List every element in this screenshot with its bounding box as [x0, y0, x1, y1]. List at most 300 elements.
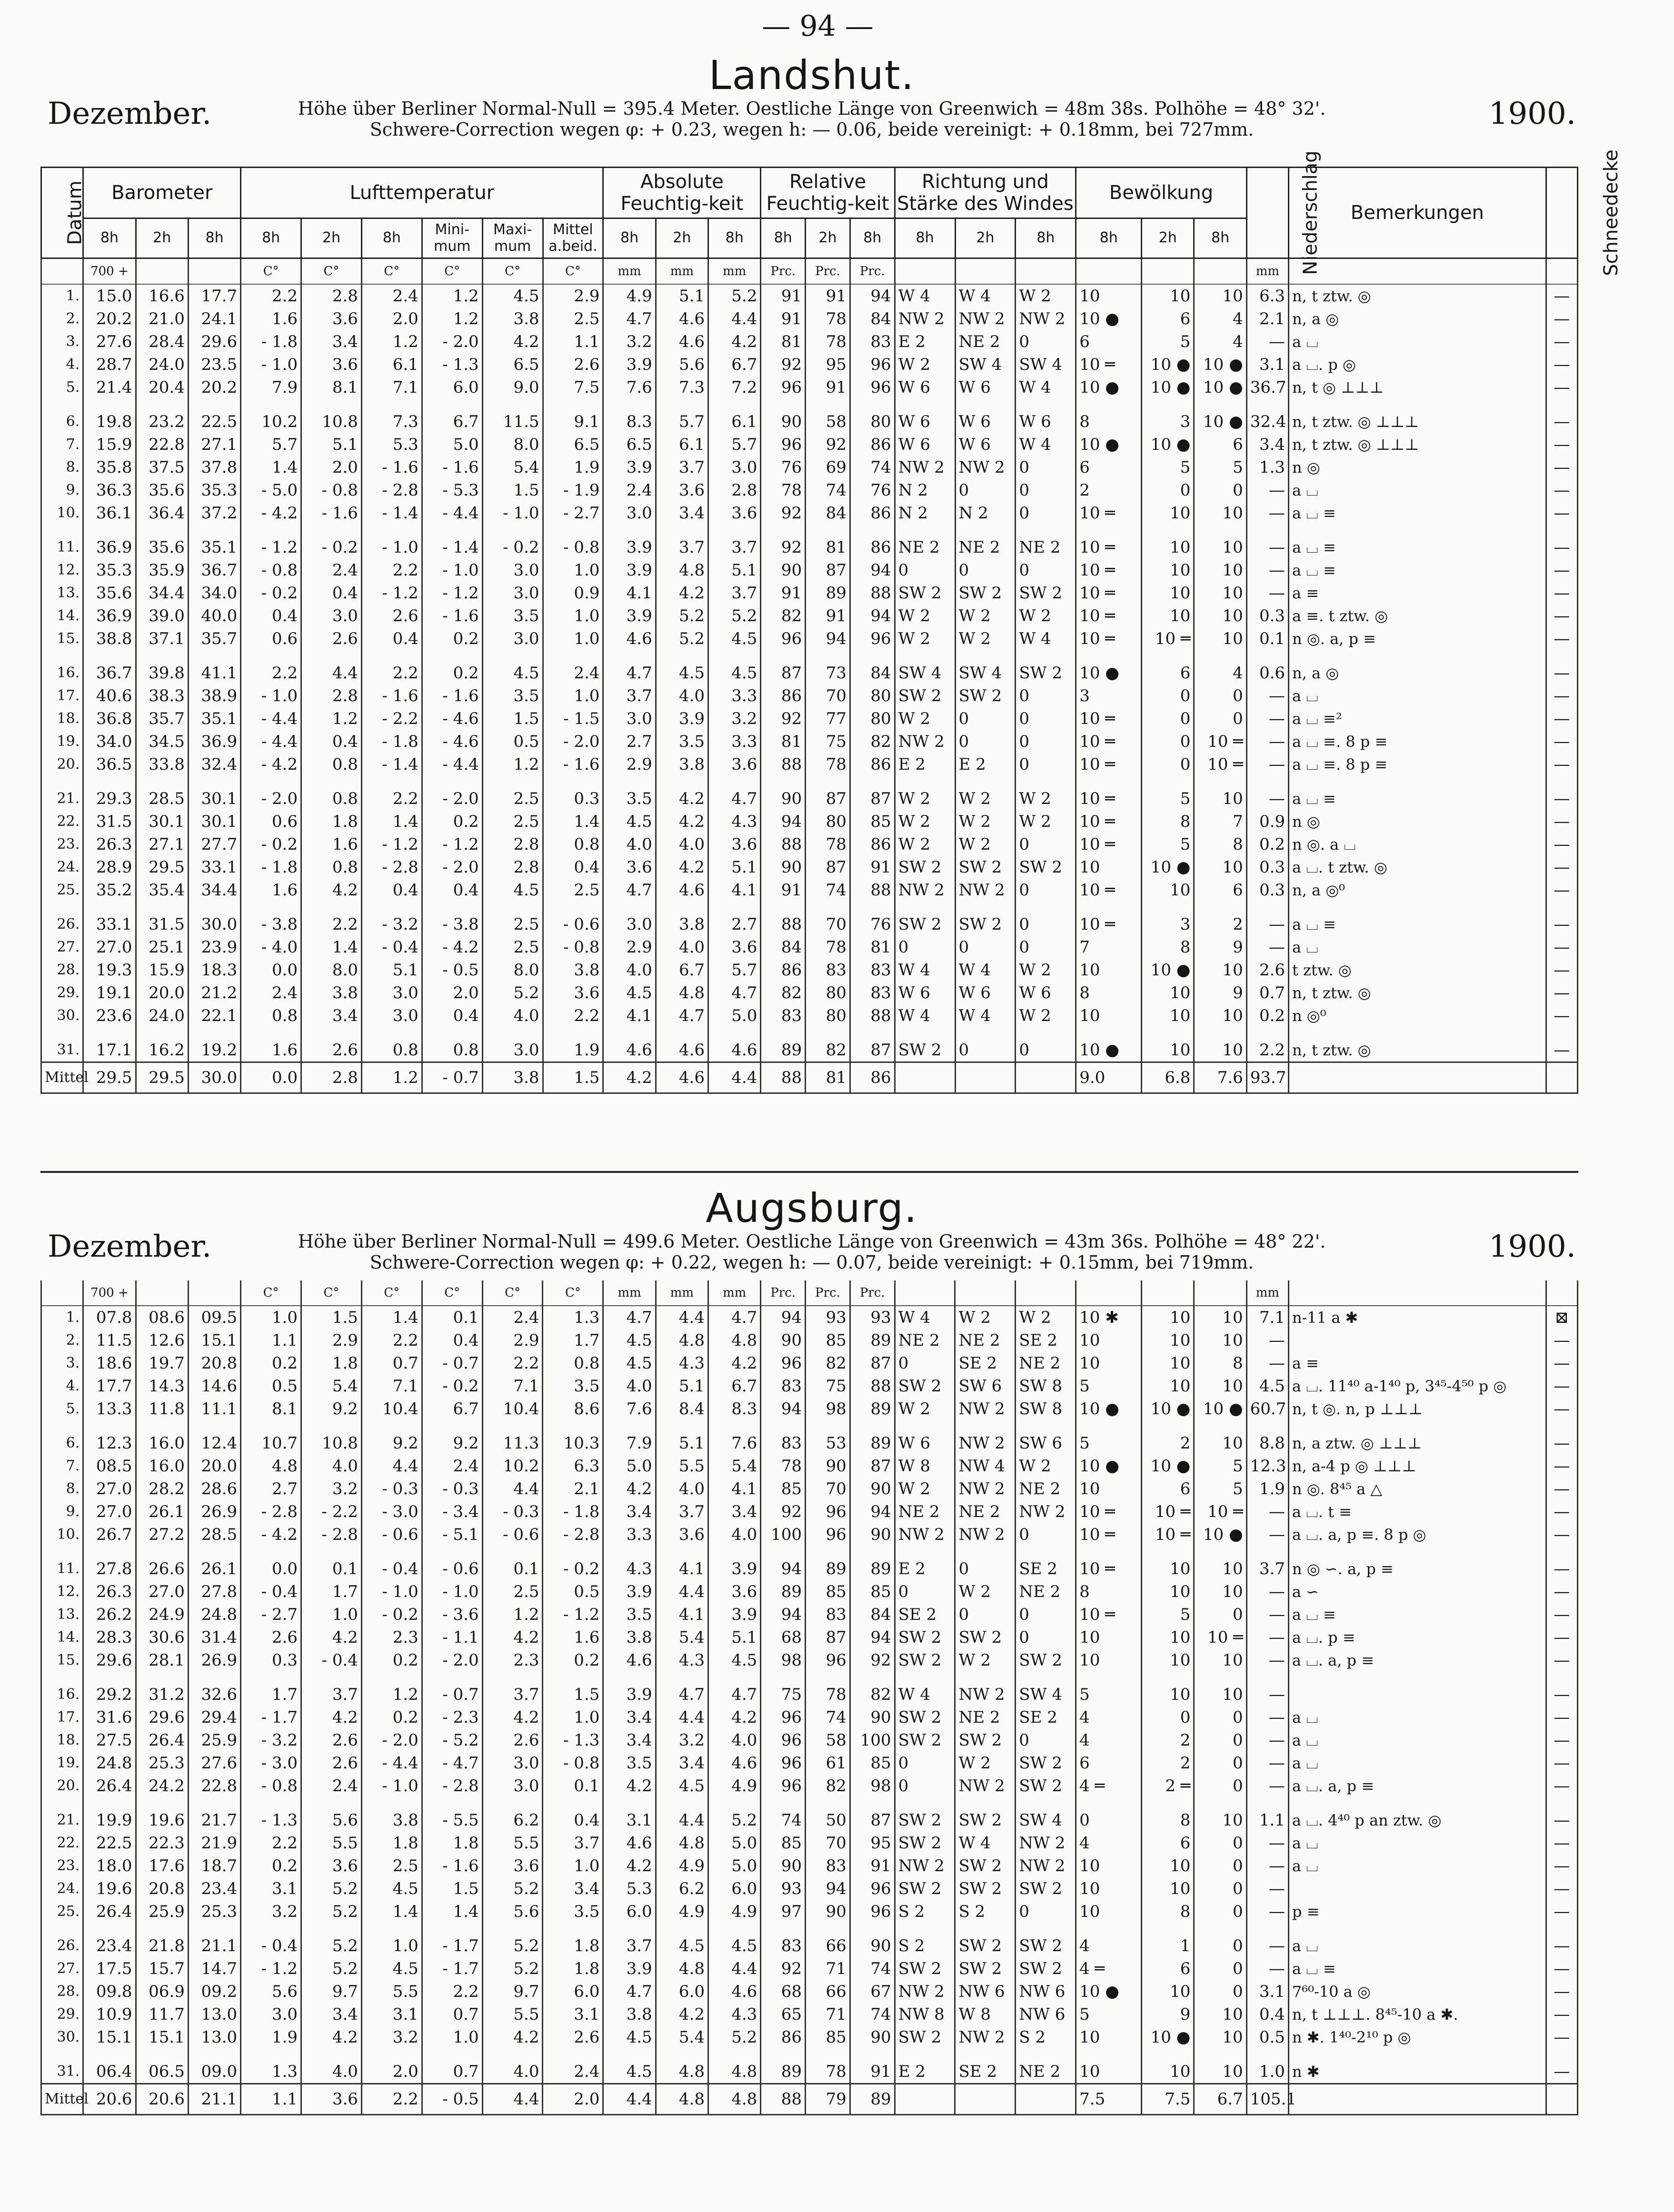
cell-temp-8h-evening: 2.2 [361, 2084, 422, 2115]
cell-rel-hum-8h: 90 [761, 559, 806, 582]
cell-baro-8h: 29.6 [83, 1649, 136, 1672]
cell-baro-8h: 36.5 [83, 753, 136, 776]
cell-cloud-8h: 8 [1076, 410, 1142, 433]
cell-remarks: t ztw. ◎ [1289, 959, 1546, 982]
cell-wind-8h-evening: 0 [1016, 707, 1076, 730]
cell-snow-cover: — [1546, 1855, 1578, 1877]
cell-rel-hum-8h: 83 [761, 1375, 806, 1398]
cell-wind-2h: SW 2 [955, 1855, 1016, 1877]
cell-wind-8h: E 2 [895, 1557, 955, 1580]
cell-abs-hum-8h: 4.7 [603, 662, 656, 684]
cell-cloud-8h: 10 ═ [1076, 730, 1142, 753]
cell-baro-8h: 19.1 [83, 982, 136, 1004]
table-row [41, 1809, 1578, 1832]
cell-remarks [1288, 1683, 1546, 1706]
cell-temp-min: 1.0 [422, 2026, 482, 2049]
cell-temp-8h: 5.7 [241, 433, 301, 456]
cell-cloud-2h: 10 [1142, 879, 1194, 902]
cell-cloud-2h: 0 [1142, 753, 1194, 776]
cell-rel-hum-8h: 68 [761, 1626, 806, 1649]
cell-baro-2h: 24.0 [136, 353, 188, 376]
cell-baro-8h: 35.3 [83, 559, 136, 582]
cell-baro-8h-evening: 27.8 [188, 1580, 240, 1603]
cell-temp-min: 0.1 [422, 1306, 482, 1329]
cell-temp-2h: 5.2 [301, 1900, 362, 1923]
cell-precipitation: 32.4 [1246, 410, 1288, 433]
cell-temp-2h: 2.8 [301, 1062, 362, 1093]
unit-label: C° [543, 258, 603, 285]
cell-baro-2h: 35.7 [136, 707, 188, 730]
cell-wind-8h-evening: SW 2 [1016, 1649, 1076, 1672]
unit-label: C° [543, 1280, 603, 1306]
cell-wind-8h-evening: SW 4 [1016, 1683, 1076, 1706]
table-row [41, 879, 1578, 902]
cell-temp-max: - 1.0 [482, 502, 543, 525]
cell-day: 13. [41, 582, 83, 605]
cell-rel-hum-8h: 74 [761, 1809, 806, 1832]
cell-temp-min: - 4.4 [422, 502, 482, 525]
cell-wind-2h: W 2 [955, 1752, 1016, 1775]
cell-wind-2h: W 4 [955, 1004, 1016, 1027]
cell-wind-2h: SW 2 [955, 582, 1016, 605]
cell-temp-8h: 10.2 [241, 410, 301, 433]
cell-temp-mean: 0.2 [543, 1649, 603, 1672]
table-row [41, 433, 1578, 456]
cell-wind-8h-evening: SW 4 [1016, 353, 1076, 376]
cell-baro-8h-evening: 11.1 [188, 1398, 240, 1420]
cell-temp-min: 0.4 [422, 1329, 482, 1352]
cell-cloud-2h: 7.5 [1142, 2084, 1194, 2115]
cell-rel-hum-8h: 88 [761, 753, 806, 776]
cell-snow-cover: — [1546, 936, 1577, 959]
cell-precipitation: 2.1 [1246, 307, 1288, 330]
cell-wind-8h: NW 2 [895, 730, 955, 753]
cell-temp-max: 2.3 [482, 1649, 543, 1672]
table-row [41, 833, 1578, 856]
cell-cloud-8h: 10 ═ [1076, 536, 1142, 559]
cell-baro-8h: 36.9 [83, 536, 136, 559]
cell-baro-8h-evening: 09.5 [188, 1306, 240, 1329]
cell-remarks: a ⌴ ≡ [1289, 787, 1546, 810]
cell-wind-8h-evening: 0 [1016, 1523, 1076, 1546]
cell-snow-cover: — [1546, 284, 1577, 307]
cell-wind-8h-evening: NE 2 [1016, 536, 1076, 559]
cell-rel-hum-8h: 83 [761, 1432, 806, 1455]
cell-wind-8h [895, 1062, 955, 1093]
cell-cloud-8h-evening: 0 [1194, 1729, 1246, 1752]
unit-label: C° [482, 1280, 543, 1306]
cell-abs-hum-2h: 4.7 [656, 1004, 708, 1027]
cell-cloud-8h-evening: 4 [1194, 307, 1246, 330]
cell-temp-8h: 7.9 [241, 376, 301, 399]
cell-abs-hum-8h-evening: 4.2 [708, 1352, 760, 1375]
cell-cloud-8h: 10 ═ [1076, 1500, 1142, 1523]
cell-temp-max: 0.5 [482, 730, 543, 753]
cell-cloud-2h: 10 [1142, 1580, 1194, 1603]
cell-abs-hum-8h: 3.3 [603, 1523, 656, 1546]
cell-rel-hum-2h: 87 [806, 856, 850, 879]
cell-temp-max: 5.6 [482, 1900, 543, 1923]
cell-temp-mean: 2.0 [543, 2084, 603, 2115]
cell-precipitation: 0.5 [1246, 2026, 1288, 2049]
row-gap [41, 776, 1578, 787]
cell-baro-2h: 15.9 [136, 959, 188, 982]
cell-abs-hum-8h-evening: 3.0 [708, 456, 761, 479]
station-info-line2: Schwere-Correction wegen φ: + 0.23, wegen h: — 0.06, beide vereinigt: + 0.18mm, bei 727mm. [369, 119, 1254, 140]
unit-label [1288, 1280, 1546, 1306]
cell-precipitation: 2.6 [1246, 959, 1288, 982]
sub-8h: 8h [708, 218, 761, 258]
cell-temp-min: - 0.5 [422, 2084, 482, 2115]
cell-wind-2h: SW 2 [955, 1934, 1016, 1957]
cell-cloud-2h: 10 [1142, 284, 1194, 307]
cell-wind-8h-evening: SW 6 [1016, 1432, 1076, 1455]
cell-remarks: n-11 a ✱ [1288, 1306, 1546, 1329]
cell-cloud-2h: 6 [1142, 662, 1194, 684]
unit-label: C° [241, 258, 301, 285]
table-row [41, 456, 1578, 479]
cell-cloud-8h: 10 ═ [1076, 753, 1142, 776]
cell-rel-hum-8h-evening: 89 [850, 1557, 895, 1580]
cell-wind-2h: SE 2 [955, 1352, 1016, 1375]
cell-rel-hum-8h: 91 [761, 284, 806, 307]
cell-temp-8h-evening: - 1.8 [361, 730, 422, 753]
cell-temp-8h: - 0.4 [241, 1934, 301, 1957]
cell-baro-8h-evening: 28.6 [188, 1478, 240, 1500]
cell-rel-hum-2h: 92 [806, 433, 850, 456]
cell-temp-max: 4.2 [482, 1706, 543, 1729]
cell-temp-8h-evening: 0.4 [361, 627, 422, 650]
cell-temp-mean: 1.3 [543, 1306, 603, 1329]
cell-rel-hum-2h: 93 [806, 1306, 850, 1329]
cell-rel-hum-8h: 92 [761, 502, 806, 525]
cell-temp-8h-evening: - 2.8 [361, 856, 422, 879]
cell-wind-2h: W 4 [955, 1832, 1016, 1855]
col-bemerkungen: Bemerkungen [1289, 168, 1546, 258]
cell-temp-max: 5.2 [482, 1934, 543, 1957]
cell-abs-hum-8h-evening: 4.1 [708, 1478, 760, 1500]
row-gap [41, 1672, 1578, 1683]
unit-label: C° [301, 1280, 362, 1306]
cell-snow-cover: — [1546, 879, 1577, 902]
cell-baro-2h: 16.0 [136, 1432, 188, 1455]
cell-temp-8h-evening: 1.4 [361, 1306, 422, 1329]
cell-remarks: n, a-4 p ◎ ⊥⊥⊥ [1288, 1455, 1546, 1478]
cell-cloud-8h: 10 ● [1076, 662, 1142, 684]
cell-snow-cover: — [1546, 2003, 1578, 2026]
cell-cloud-8h: 2 [1076, 479, 1142, 502]
cell-temp-min: 0.2 [422, 662, 482, 684]
cell-temp-mean: 1.9 [543, 456, 603, 479]
cell-wind-8h: 0 [895, 1352, 955, 1375]
cell-precipitation: — [1246, 1957, 1288, 1980]
table-row [41, 1306, 1578, 1329]
cell-abs-hum-8h-evening: 3.6 [708, 753, 761, 776]
cell-baro-2h: 22.3 [136, 1832, 188, 1855]
cell-wind-8h: SW 2 [895, 1626, 955, 1649]
cell-baro-8h-evening: 21.2 [188, 982, 240, 1004]
cell-day: 17. [41, 1706, 83, 1729]
cell-rel-hum-2h: 75 [806, 1375, 850, 1398]
cell-snow-cover: — [1546, 1603, 1578, 1626]
cell-cloud-2h: 2 ═ [1142, 1775, 1194, 1797]
cell-snow-cover: — [1546, 753, 1577, 776]
table-row [41, 2060, 1578, 2084]
cell-temp-8h-evening: 5.5 [361, 1980, 422, 2003]
cell-day: 10. [41, 1523, 83, 1546]
cell-baro-2h: 39.8 [136, 662, 188, 684]
cell-temp-2h: 4.2 [301, 1626, 362, 1649]
cell-precipitation: 1.1 [1246, 1809, 1288, 1832]
table-row [41, 1004, 1578, 1027]
cell-baro-8h: 08.5 [83, 1455, 136, 1478]
cell-temp-2h: 0.8 [301, 753, 362, 776]
cell-baro-2h: 34.4 [136, 582, 188, 605]
cell-remarks: a ⌴. p ◎ [1289, 353, 1546, 376]
cell-temp-mean: 2.5 [543, 879, 603, 902]
cell-wind-2h: SE 2 [955, 2060, 1016, 2084]
cell-snow-cover: — [1546, 1478, 1578, 1500]
cell-cloud-8h: 10 [1076, 2026, 1142, 2049]
cell-temp-2h: 2.6 [301, 1729, 362, 1752]
cell-baro-8h-evening: 15.1 [188, 1329, 240, 1352]
cell-precipitation: — [1246, 936, 1288, 959]
cell-snow-cover: — [1546, 1004, 1577, 1027]
cell-rel-hum-8h: 85 [761, 1832, 806, 1855]
cell-temp-max: 6.2 [482, 1809, 543, 1832]
cell-rel-hum-8h: 86 [761, 2026, 806, 2049]
cell-rel-hum-2h: 80 [806, 1004, 850, 1027]
cell-cloud-2h: 10 [1142, 502, 1194, 525]
unit-label: Prc. [806, 258, 850, 285]
cell-wind-8h-evening: 0 [1016, 479, 1076, 502]
cell-abs-hum-8h: 6.0 [603, 1900, 656, 1923]
table-row [41, 502, 1578, 525]
cell-abs-hum-2h: 7.3 [656, 376, 708, 399]
cell-cloud-2h: 10 ● [1142, 1455, 1194, 1478]
cell-temp-8h-evening: 2.4 [361, 284, 422, 307]
cell-temp-max: 2.8 [482, 856, 543, 879]
cell-remarks: n, t ztw. ◎ [1289, 982, 1546, 1004]
cell-snow-cover: — [1546, 1375, 1578, 1398]
cell-abs-hum-8h: 7.6 [603, 376, 656, 399]
cell-wind-2h: W 6 [955, 982, 1016, 1004]
cell-temp-max: 4.2 [482, 1626, 543, 1649]
cell-abs-hum-2h: 4.0 [656, 936, 708, 959]
cell-cloud-8h: 10 ═ [1076, 627, 1142, 650]
cell-temp-8h: 0.5 [241, 1375, 301, 1398]
cell-wind-8h-evening: 0 [1016, 1900, 1076, 1923]
station-info-line2: Schwere-Correction wegen φ: + 0.22, wegen h: — 0.07, beide vereinigt: + 0.15mm, bei 719mm. [369, 1252, 1254, 1273]
cell-day: 16. [41, 1683, 83, 1706]
cell-wind-2h: W 2 [955, 1306, 1016, 1329]
cell-wind-8h-evening: SE 2 [1016, 1706, 1076, 1729]
cell-remarks: a ⌴ ≡ [1289, 913, 1546, 936]
cell-baro-8h-evening: 23.4 [188, 1877, 240, 1900]
unit-label: mm [1246, 1280, 1288, 1306]
cell-remarks: n, t ◎. n, p ⊥⊥⊥ [1288, 1398, 1546, 1420]
cell-baro-8h-evening: 36.9 [188, 730, 240, 753]
cell-wind-2h: SW 2 [955, 1877, 1016, 1900]
unit-label: mm [656, 1280, 708, 1306]
cell-temp-mean: 3.6 [543, 982, 603, 1004]
cell-temp-mean: 0.4 [543, 1809, 603, 1832]
cell-abs-hum-2h: 4.5 [656, 1934, 708, 1957]
cell-abs-hum-2h: 4.5 [656, 1775, 708, 1797]
unit-label: mm [708, 1280, 760, 1306]
cell-temp-2h: 1.5 [301, 1306, 362, 1329]
cell-remarks: a ⌴ ≡ [1289, 536, 1546, 559]
cell-temp-8h: 5.6 [241, 1980, 301, 2003]
cell-wind-8h-evening: 0 [1016, 502, 1076, 525]
sub-8h: 8h [850, 218, 895, 258]
cell-abs-hum-8h: 3.4 [603, 1706, 656, 1729]
cell-baro-8h: 28.7 [83, 353, 136, 376]
cell-cloud-8h: 10 ═ [1076, 1523, 1142, 1546]
cell-temp-min: - 4.6 [422, 707, 482, 730]
cell-precipitation: 60.7 [1246, 1398, 1288, 1420]
cell-wind-2h: W 6 [955, 410, 1016, 433]
cell-temp-mean: - 0.8 [543, 936, 603, 959]
cell-wind-2h: SW 2 [955, 913, 1016, 936]
cell-abs-hum-8h-evening: 4.9 [708, 1775, 760, 1797]
cell-abs-hum-8h: 3.4 [603, 1729, 656, 1752]
cell-temp-8h-evening: - 1.0 [361, 1580, 422, 1603]
cell-baro-8h: 20.6 [83, 2084, 136, 2115]
table-row [41, 787, 1578, 810]
cell-abs-hum-8h: 4.0 [603, 1375, 656, 1398]
cell-cloud-8h: 10 [1076, 1352, 1142, 1375]
cell-rel-hum-8h-evening: 87 [850, 1352, 895, 1375]
unit-label: mm [603, 258, 656, 285]
cell-temp-max: 3.0 [482, 559, 543, 582]
cell-precipitation: 6.3 [1246, 284, 1288, 307]
cell-rel-hum-2h: 78 [806, 2060, 850, 2084]
cell-cloud-2h: 0 [1142, 707, 1194, 730]
cell-cloud-8h-evening: 0 [1194, 707, 1246, 730]
cell-wind-2h: E 2 [955, 753, 1016, 776]
cell-remarks: n, t ztw. ◎ ⊥⊥⊥ [1289, 433, 1546, 456]
cell-wind-8h: W 2 [895, 353, 955, 376]
cell-temp-2h: 1.6 [301, 833, 362, 856]
cell-wind-8h-evening: 0 [1016, 684, 1076, 707]
cell-baro-8h-evening: 21.1 [188, 1934, 240, 1957]
cell-rel-hum-8h-evening: 91 [850, 856, 895, 879]
cell-baro-2h: 27.1 [136, 833, 188, 856]
cell-cloud-8h: 10 ● [1076, 1455, 1142, 1478]
cell-snow-cover: — [1546, 856, 1577, 879]
cell-rel-hum-8h: 90 [761, 1855, 806, 1877]
cell-cloud-8h: 4 ═ [1076, 1957, 1142, 1980]
cell-temp-8h: 2.2 [241, 662, 301, 684]
cell-baro-2h: 14.3 [136, 1375, 188, 1398]
unit-label [136, 1280, 188, 1306]
cell-baro-8h-evening: 36.7 [188, 559, 240, 582]
cell-baro-2h: 06.5 [136, 2060, 188, 2084]
cell-temp-max: 8.0 [482, 433, 543, 456]
cell-snow-cover: — [1546, 536, 1577, 559]
cell-rel-hum-8h: 91 [761, 582, 806, 605]
cell-precipitation: — [1246, 787, 1288, 810]
cell-baro-2h: 16.6 [136, 284, 188, 307]
cell-rel-hum-2h: 91 [806, 376, 850, 399]
cell-temp-min: - 1.6 [422, 1855, 482, 1877]
cell-temp-2h: 4.4 [301, 662, 362, 684]
cell-rel-hum-2h: 82 [806, 1039, 850, 1062]
cell-rel-hum-8h-evening: 94 [850, 605, 895, 627]
cell-baro-2h: 28.2 [136, 1478, 188, 1500]
row-gap [41, 1923, 1578, 1934]
cell-rel-hum-8h-evening: 87 [850, 1039, 895, 1062]
cell-baro-2h: 22.8 [136, 433, 188, 456]
cell-precipitation: — [1246, 1352, 1288, 1375]
cell-baro-8h: 26.4 [83, 1900, 136, 1923]
cell-temp-max: - 0.2 [482, 536, 543, 559]
cell-day: 15. [41, 627, 83, 650]
cell-rel-hum-8h-evening: 81 [850, 936, 895, 959]
cell-cloud-8h-evening: 10 [1194, 959, 1246, 982]
cell-abs-hum-2h: 3.7 [656, 536, 708, 559]
cell-wind-8h-evening: SW 8 [1016, 1398, 1076, 1420]
cell-cloud-8h: 10 [1076, 856, 1142, 879]
cell-snow-cover: — [1546, 1980, 1578, 2003]
table-row [41, 1957, 1578, 1980]
cell-wind-8h: SW 2 [895, 1832, 955, 1855]
cell-abs-hum-8h: 4.2 [603, 1775, 656, 1797]
cell-temp-8h: - 1.2 [241, 1957, 301, 1980]
cell-precipitation: — [1246, 1900, 1288, 1923]
cell-baro-2h: 31.2 [136, 1683, 188, 1706]
cell-baro-8h-evening: 30.1 [188, 810, 240, 833]
cell-rel-hum-2h: 89 [806, 582, 850, 605]
cell-temp-max: 4.2 [482, 330, 543, 353]
cell-abs-hum-8h: 2.4 [603, 479, 656, 502]
cell-abs-hum-8h-evening: 4.7 [708, 1683, 760, 1706]
cell-cloud-2h: 8 [1142, 1900, 1194, 1923]
cell-abs-hum-2h: 4.0 [656, 833, 708, 856]
cell-temp-2h: 4.2 [301, 2026, 362, 2049]
cell-wind-8h-evening: W 2 [1016, 810, 1076, 833]
cell-baro-2h: 16.2 [136, 1039, 188, 1062]
cell-temp-min: - 1.0 [422, 1580, 482, 1603]
cell-rel-hum-8h-evening: 94 [850, 1500, 895, 1523]
cell-cloud-8h: 9.0 [1076, 1062, 1142, 1093]
cell-cloud-8h-evening: 0 [1194, 1934, 1246, 1957]
cell-abs-hum-8h: 3.9 [603, 536, 656, 559]
cell-rel-hum-8h-evening: 82 [850, 1683, 895, 1706]
cell-temp-min: - 1.4 [422, 536, 482, 559]
cell-baro-2h: 35.9 [136, 559, 188, 582]
cell-temp-8h: 1.7 [241, 1683, 301, 1706]
cell-wind-2h: W 2 [955, 833, 1016, 856]
cell-rel-hum-8h-evening: 88 [850, 1004, 895, 1027]
cell-temp-8h: - 3.8 [241, 913, 301, 936]
cell-wind-2h: W 6 [955, 376, 1016, 399]
cell-cloud-8h-evening: 10 [1194, 1432, 1246, 1455]
cell-cloud-2h: 10 [1142, 1352, 1194, 1375]
cell-temp-8h-evening: 0.8 [361, 1039, 422, 1062]
cell-remarks: n, t ztw. ◎ [1289, 1039, 1546, 1062]
cell-cloud-8h: 10 ● [1076, 1398, 1142, 1420]
cell-cloud-8h-evening: 6 [1194, 879, 1246, 902]
cell-remarks: a ⌴ ≡ [1289, 559, 1546, 582]
table-row [41, 1432, 1578, 1455]
cell-abs-hum-8h: 2.9 [603, 936, 656, 959]
cell-baro-8h: 24.8 [83, 1752, 136, 1775]
cell-temp-2h: 3.4 [301, 330, 362, 353]
cell-temp-mean: 1.7 [543, 1329, 603, 1352]
cell-cloud-8h: 10 ═ [1076, 502, 1142, 525]
